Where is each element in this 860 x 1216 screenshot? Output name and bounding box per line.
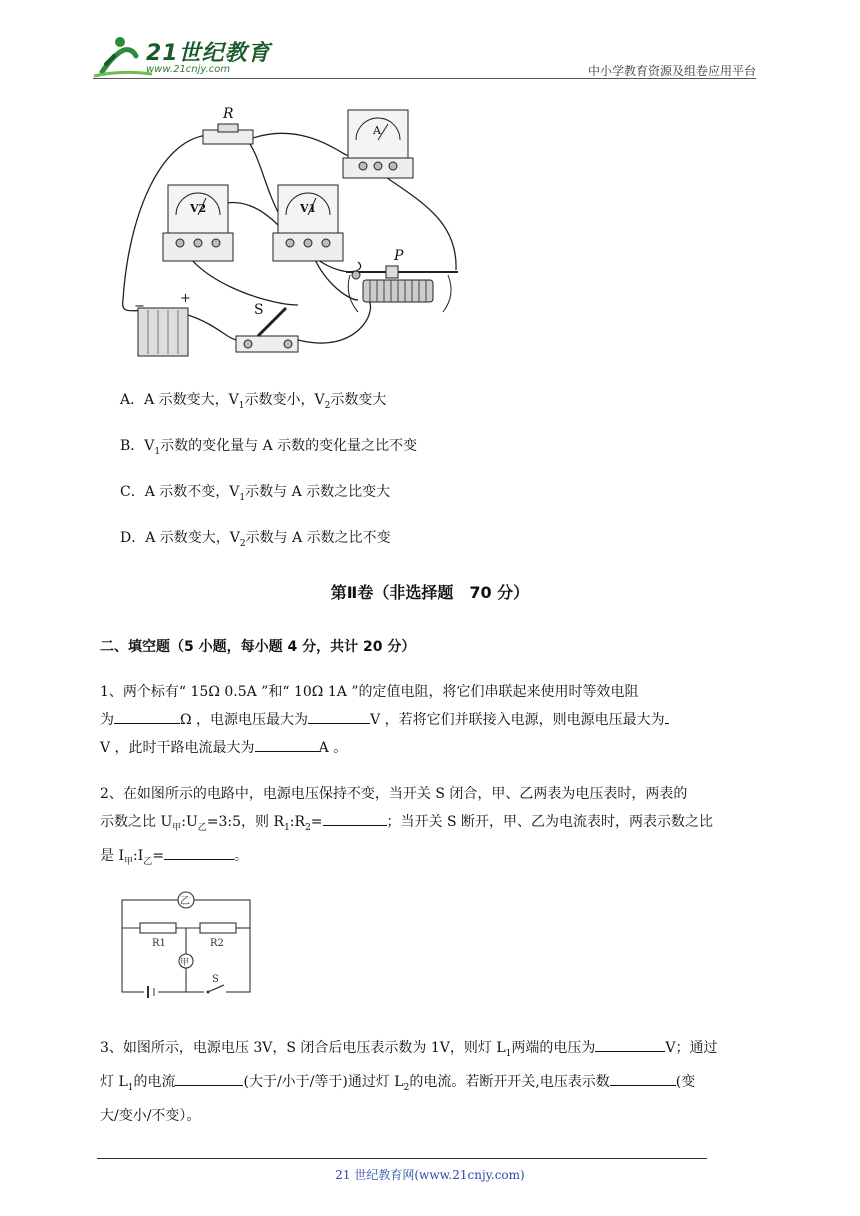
option-d: D．A 示数变大，$V_2$示数与 A 示数之比不变 bbox=[120, 530, 391, 549]
battery-icon bbox=[138, 308, 188, 356]
label-A: A bbox=[373, 124, 381, 137]
option-b: B．$V_1$示数的变化量与 A 示数的变化量之比不变 bbox=[120, 438, 418, 457]
option-c: C．A 示数不变，$V_1$示数与 A 示数之比变大 bbox=[120, 484, 391, 503]
header-divider bbox=[93, 78, 756, 79]
section2-title: 二、填空题（5 小题，每小题 4 分，共计 20 分） bbox=[100, 639, 416, 655]
logo-text: 21世纪教育 bbox=[146, 41, 271, 66]
header-platform-text: 中小学教育资源及组卷应用平台 bbox=[587, 64, 756, 78]
voltmeter-v1-icon bbox=[273, 185, 343, 261]
label-jia: 甲 bbox=[180, 958, 190, 968]
label-S: S bbox=[254, 302, 264, 318]
label-P: P bbox=[394, 248, 404, 264]
footer-divider bbox=[97, 1158, 707, 1159]
circuit-apparatus-figure bbox=[118, 100, 478, 365]
label-minus: − bbox=[134, 299, 145, 314]
label-S2: S bbox=[212, 974, 219, 985]
label-V1: V1 bbox=[300, 202, 317, 215]
switch-icon bbox=[236, 308, 298, 352]
option-a: A．A 示数变大，$V_1$示数变小，$V_2$示数变大 bbox=[120, 392, 387, 411]
label-R: R bbox=[223, 106, 234, 122]
logo-url: www.21cnjy.com bbox=[146, 64, 231, 75]
voltmeter-v2-icon bbox=[163, 185, 233, 261]
question-3: 3、如图所示，电源电压 3V，S 闭合后电压表示数为 1V，则灯 $L_1$两端的电压为 V；通过 灯 $L_1$的电流 (大于/小于/等于)通过灯 $L_2$的电流。若断开开关,电压表示数 (变 大/变小/不变）。 bbox=[100, 1034, 760, 1130]
label-R1: R1 bbox=[152, 938, 166, 949]
circuit-diagram-figure bbox=[118, 884, 258, 1002]
part2-title: 第Ⅱ卷（非选择题 70 分） bbox=[330, 583, 530, 602]
footer-text: 21 世纪教育网(www.21cnjy.com) bbox=[335, 1168, 525, 1182]
question-2: 2、在如图所示的电路中，电源电压保持不变，当开关 S 闭合，甲、乙两表为电压表时，两表的 示数之比 $U_甲:U_乙=3:5$，则 $R_1:R_2=$ ；当开关 S 断开，甲、乙为电流表时，两表示数之比 是 $I_甲:I_乙=$ 。 bbox=[100, 786, 714, 867]
label-yi: 乙 bbox=[180, 896, 190, 907]
ammeter-icon bbox=[343, 110, 413, 178]
question-1: 1、两个标有“ 15Ω 0.5A ”和“ 10Ω 1A ”的定值电阻，将它们串联起来使用时等效电阻 为 Ω ，电源电压最大为 V ，若将它们并联接入电源，则电源电压最大为 V ，此时干路电流最大为 A 。 bbox=[100, 678, 760, 762]
label-plus: + bbox=[180, 291, 191, 306]
label-V2: V2 bbox=[190, 202, 207, 215]
label-R2: R2 bbox=[210, 938, 224, 949]
rheostat-icon bbox=[346, 266, 458, 312]
